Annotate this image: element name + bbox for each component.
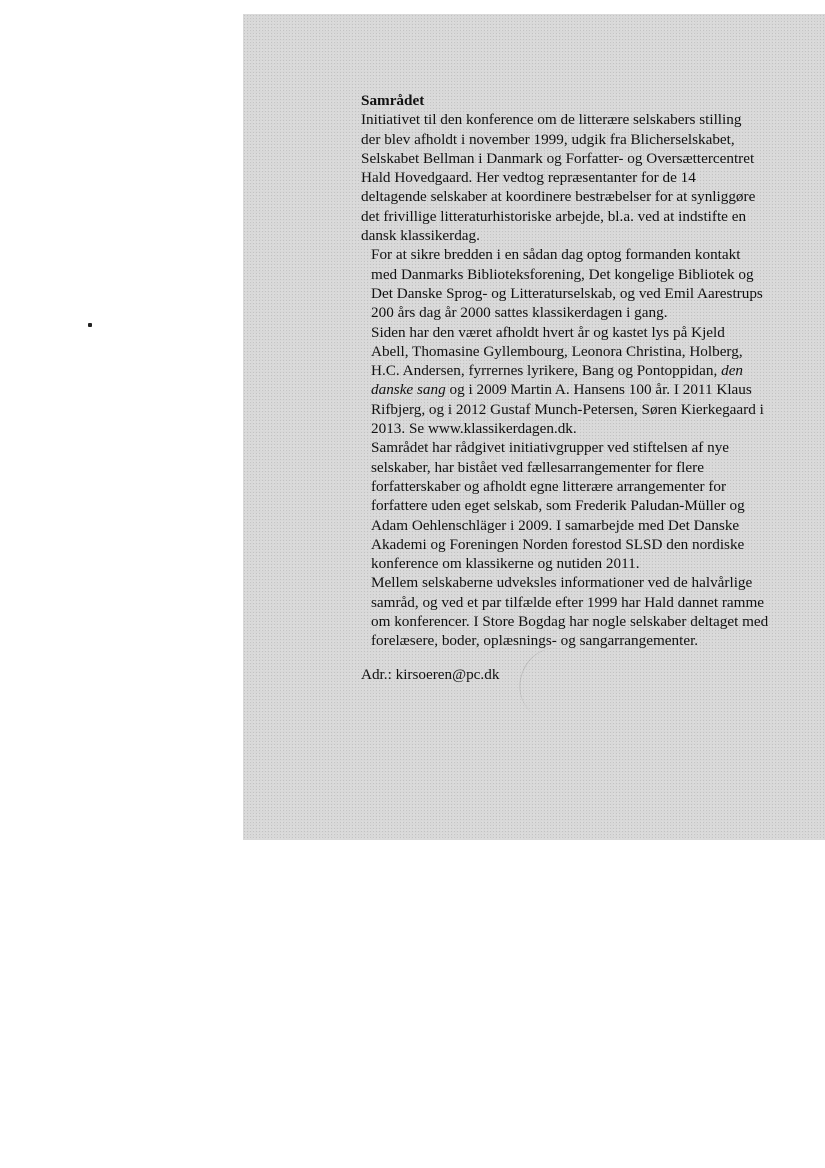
text-line: 200 års dag år 2000 sattes klassikerdagen i gang. — [371, 304, 668, 322]
text-line: med Danmarks Biblioteksforening, Det kongelige Bibliotek og — [371, 265, 754, 283]
text-line: Samrådet har rådgivet initiativgrupper ved stiftelsen af nye — [371, 439, 730, 457]
italic-title: den — [721, 362, 744, 380]
scan-speck — [88, 323, 92, 327]
text-line: Rifbjerg, og i 2012 Gustaf Munch-Petersen, Søren Kierkegaard i — [371, 400, 764, 418]
paragraph-2 — [361, 245, 811, 322]
text-line: selskaber, har bistået ved fællesarrangementer for flere — [371, 458, 704, 476]
text-line: Initiativet til den konference om de litterære selskabers stilling — [361, 111, 742, 129]
paragraph-1 — [361, 110, 811, 245]
text-line: Abell, Thomasine Gyllembourg, Leonora Christina, Holberg, — [371, 342, 743, 360]
italic-title: danske sang — [371, 381, 446, 399]
text-line: 2013. Se www.klassikerdagen.dk. — [371, 420, 577, 438]
text-line: Hald Hovedgaard. Her vedtog repræsentanter for de 14 — [361, 169, 696, 187]
text-line: forfatterskaber og afholdt egne litterære arrangementer for — [371, 477, 727, 495]
text-line: Mellem selskaberne udveksles informationer ved de halvårlige — [371, 574, 753, 592]
text-line: Siden har den været afholdt hvert år og kastet lys på Kjeld — [371, 323, 725, 341]
article-body — [361, 91, 811, 684]
text-line: Adam Oehlenschläger i 2009. I samarbejde med Det Danske — [371, 516, 740, 534]
contact-address: Adr.: kirsoeren@pc.dk — [361, 665, 500, 683]
article-heading: Samrådet — [361, 92, 425, 109]
text-line: deltagende selskaber at koordinere bestræbelser for at synliggøre — [361, 188, 756, 206]
text-line: forfattere uden eget selskab, som Frederik Paludan-Müller og — [371, 497, 745, 515]
text-line: H.C. Andersen, fyrrernes lyrikere, Bang og Pontoppidan, den — [371, 362, 744, 380]
text-line: danske sang og i 2009 Martin A. Hansens 100 år. I 2011 Klaus — [371, 381, 752, 399]
text-line: forelæsere, boder, oplæsnings- og sangarrangementer. — [371, 632, 699, 650]
text-line: det frivillige litteraturhistoriske arbejde, bl.a. ved at indstifte en — [361, 207, 747, 225]
text-line: Akademi og Foreningen Norden forestod SLSD den nordiske — [371, 535, 745, 553]
paragraph-4 — [361, 438, 811, 573]
text-line: samråd, og ved et par tilfælde efter 1999 har Hald dannet ramme — [371, 593, 765, 611]
paragraph-3 — [361, 323, 811, 439]
text-line: der blev afholdt i november 1999, udgik fra Blicherselskabet, — [361, 130, 735, 148]
text-line: Selskabet Bellman i Danmark og Forfatter- og Oversættercentret — [361, 149, 755, 167]
text-line: Det Danske Sprog- og Litteraturselskab, og ved Emil Aarestrups — [371, 284, 763, 302]
text-line: dansk klassikerdag. — [361, 227, 480, 245]
text-line: om konferencer. I Store Bogdag har nogle selskaber deltaget med — [371, 613, 769, 631]
text-line: konference om klassikerne og nutiden 2011. — [371, 555, 640, 573]
paragraph-5 — [361, 573, 811, 650]
text-line: For at sikre bredden i en sådan dag optog formanden kontakt — [371, 246, 741, 264]
